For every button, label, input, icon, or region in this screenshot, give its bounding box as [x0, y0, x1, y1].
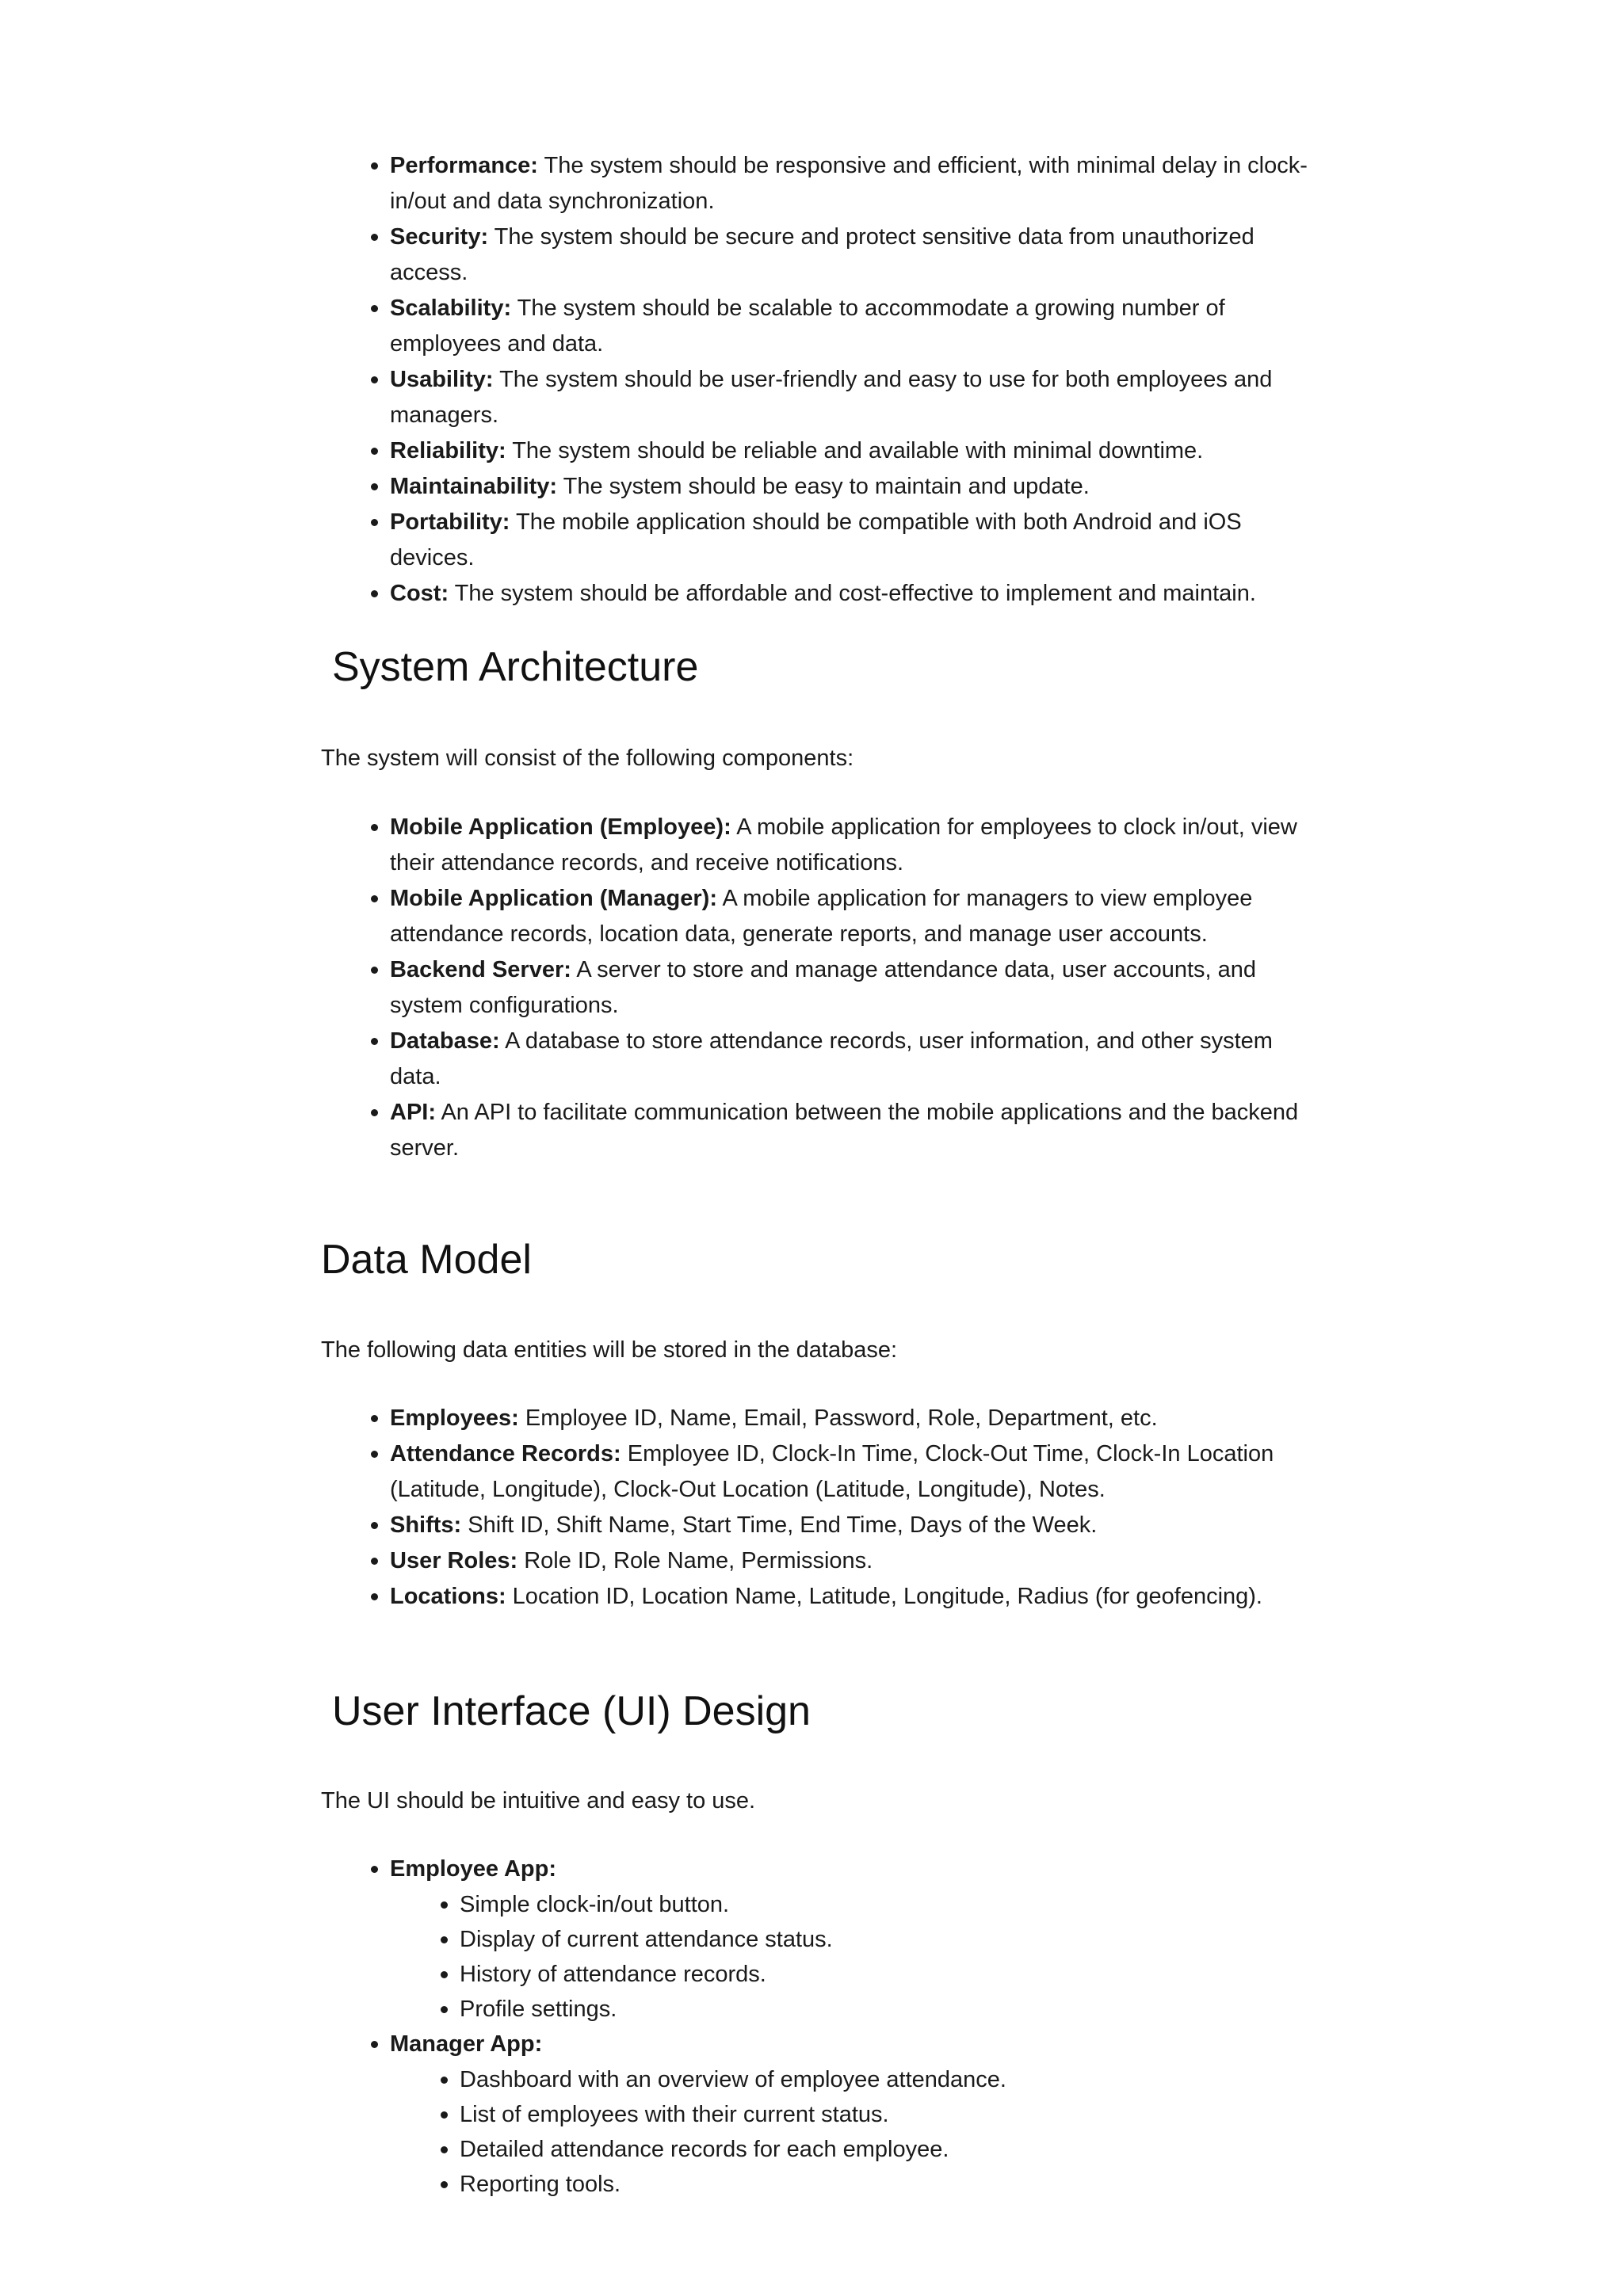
nfr-portability [390, 505, 1317, 576]
item-text: The system should be responsive and efficient, with minimal delay in clock-in/out and data synchronization. [390, 153, 1308, 214]
list-item: Simple clock-in/out button. [460, 1887, 1317, 1922]
manager-app-item [390, 2027, 1317, 2202]
item-text: A server to store and manage attendance data, user accounts, and system configurations. [390, 957, 1257, 1018]
nfr-scalability [390, 291, 1317, 362]
list-item: List of employees with their current status. [460, 2097, 1317, 2132]
item-text: Employee ID, Name, Email, Password, Role, Department, etc. [518, 1405, 1158, 1431]
item-label: Usability: [390, 367, 494, 392]
architecture-intro: The system will consist of the following components: [321, 746, 854, 771]
item-text: The mobile application should be compatible with both Android and iOS devices. [390, 509, 1242, 570]
item-label: Scalability: [390, 296, 512, 321]
nfr-cost [390, 576, 1317, 612]
item-label: Mobile Application (Employee): [390, 814, 731, 840]
employee-app-sublist [390, 1887, 1317, 2027]
item-text: A mobile application for employees to clock in/out, view their attendance records, and receive notifications. [390, 814, 1297, 875]
architecture-item [390, 1024, 1317, 1095]
item-label: User Roles: [390, 1548, 518, 1573]
section-heading-ui-design: User Interface (UI) Design [332, 1688, 811, 1734]
data-model-list [390, 1401, 1317, 1615]
data-entity-item [390, 1508, 1317, 1543]
section-heading-architecture: System Architecture [332, 644, 699, 690]
list-item: History of attendance records. [460, 1957, 1317, 1992]
nfr-reliability [390, 433, 1317, 469]
item-text: Role ID, Role Name, Permissions. [517, 1548, 873, 1573]
item-label: Manager App: [390, 2031, 543, 2057]
item-text: Employee ID, Clock-In Time, Clock-Out Time, Clock-In Location (Latitude, Longitude), Clock-Out Location (Latitude, Longitude), Notes. [390, 1441, 1274, 1502]
item-label: Locations: [390, 1584, 506, 1609]
item-text: Location ID, Location Name, Latitude, Longitude, Radius (for geofencing). [506, 1584, 1262, 1609]
data-entity-item [390, 1436, 1317, 1508]
item-text: The system should be secure and protect sensitive data from unauthorized access. [390, 224, 1254, 285]
ui-design-list [390, 1852, 1317, 2202]
item-text: The system should be user-friendly and easy to use for both employees and managers. [390, 367, 1273, 428]
architecture-item [390, 952, 1317, 1024]
data-entity-item [390, 1401, 1317, 1436]
item-text: The system should be affordable and cost-effective to implement and maintain. [449, 581, 1256, 606]
item-label: Employee App: [390, 1856, 557, 1882]
item-text: An API to facilitate communication between the mobile applications and the backend server. [390, 1100, 1299, 1161]
list-item: Profile settings. [460, 1992, 1317, 2027]
item-text: Shift ID, Shift Name, Start Time, End Time, Days of the Week. [461, 1512, 1098, 1538]
data-entity-item [390, 1579, 1317, 1615]
item-label: API: [390, 1100, 436, 1125]
item-label: Attendance Records: [390, 1441, 621, 1466]
item-label: Employees: [390, 1405, 519, 1431]
item-text: A database to store attendance records, user information, and other system data. [390, 1028, 1273, 1089]
item-text: The system should be reliable and available with minimal downtime. [506, 438, 1204, 463]
data-model-intro: The following data entities will be stored in the database: [321, 1337, 898, 1363]
data-entity-item [390, 1543, 1317, 1579]
nfr-performance [390, 148, 1317, 219]
item-label: Portability: [390, 509, 510, 535]
item-text: A mobile application for managers to view employee attendance records, location data, generate reports, and manage user accounts. [390, 886, 1253, 947]
item-label: Backend Server: [390, 957, 571, 982]
architecture-list [390, 810, 1317, 1166]
item-label: Shifts: [390, 1512, 462, 1538]
item-label: Security: [390, 224, 489, 250]
manager-app-sublist [390, 2062, 1317, 2202]
item-label: Reliability: [390, 438, 506, 463]
employee-app-item [390, 1852, 1317, 2027]
item-label: Mobile Application (Manager): [390, 886, 717, 911]
architecture-item [390, 1095, 1317, 1166]
item-text: The system should be easy to maintain and update. [557, 474, 1090, 499]
section-heading-data-model: Data Model [321, 1237, 532, 1283]
item-label: Performance: [390, 153, 538, 178]
nfr-security [390, 219, 1317, 291]
architecture-item [390, 881, 1317, 952]
item-label: Database: [390, 1028, 500, 1054]
architecture-item [390, 810, 1317, 881]
list-item: Reporting tools. [460, 2167, 1317, 2202]
list-item: Detailed attendance records for each employee. [460, 2132, 1317, 2167]
item-text: The system should be scalable to accommodate a growing number of employees and data. [390, 296, 1225, 357]
item-label: Maintainability: [390, 474, 558, 499]
list-item: Display of current attendance status. [460, 1922, 1317, 1957]
nfr-maintainability [390, 469, 1317, 505]
nfr-usability [390, 362, 1317, 433]
nfr-list [390, 148, 1317, 612]
list-item: Dashboard with an overview of employee attendance. [460, 2062, 1317, 2097]
item-label: Cost: [390, 581, 449, 606]
ui-design-intro: The UI should be intuitive and easy to use. [321, 1788, 756, 1814]
